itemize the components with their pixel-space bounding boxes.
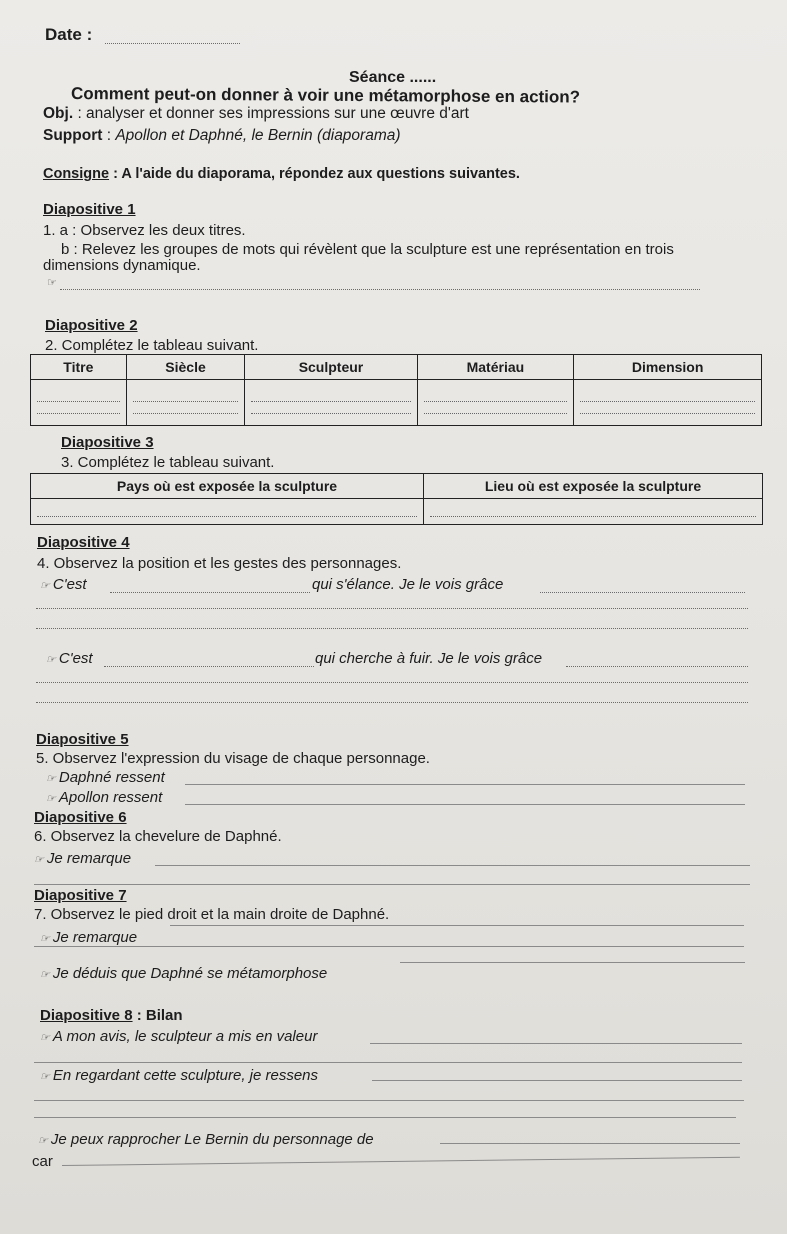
d5-daphne-text: Daphné ressent (58, 769, 165, 786)
d5-apollon-answer[interactable] (185, 804, 745, 805)
d4-answer-line-1[interactable] (36, 608, 748, 609)
d5-apollon (46, 789, 162, 808)
d6-title: Diapositive 6 (34, 809, 127, 826)
d8-answer-line-2[interactable] (34, 1100, 744, 1101)
d3-cell-lieu[interactable] (424, 499, 763, 525)
d4-line2-a: C'est (58, 650, 93, 667)
d7-answer-line-1[interactable] (170, 925, 744, 926)
d2-header-sculpteur: Sculpteur (245, 355, 417, 380)
d4-line1-a: C'est (52, 576, 87, 593)
d7-title: Diapositive 7 (34, 887, 127, 904)
d7-deduis-text: Je déduis que Daphné se métamorphose (52, 965, 328, 982)
support-label: Support (43, 127, 103, 144)
d4-title: Diapositive 4 (37, 534, 130, 551)
pointing-hand-icon: ☞ (40, 580, 50, 592)
d2-cell-siecle[interactable] (126, 380, 245, 426)
pointing-hand-icon: ☞ (46, 793, 56, 805)
d2-cell-sculpteur[interactable] (245, 380, 417, 426)
pointing-hand-icon: ☞ (46, 773, 56, 785)
d8-car-answer[interactable] (62, 1157, 740, 1166)
consigne-label: Consigne (43, 166, 110, 182)
d8-answer-line-1[interactable] (34, 1062, 742, 1063)
d6-remarque (34, 850, 131, 869)
d3-header-pays: Pays où est exposée la sculpture (31, 474, 424, 499)
d8-regard-answer[interactable] (372, 1080, 742, 1081)
d3-cell-pays[interactable] (31, 499, 424, 525)
d7-answer-line-2[interactable] (34, 946, 744, 947)
pointing-hand-icon: ☞ (46, 654, 56, 666)
pointing-hand-icon: ☞ (40, 969, 50, 981)
d4-answer-line-3[interactable] (36, 682, 748, 683)
d7-question: 7. Observez le pied droit et la main droite de Daphné. (34, 906, 390, 923)
d2-header-dimension: Dimension (574, 355, 762, 380)
d8-title (40, 1007, 183, 1025)
d5-daphne (46, 769, 165, 788)
objective-label: Obj. (43, 105, 74, 122)
support (43, 127, 401, 145)
support-text: Apollon et Daphné, le Bernin (diaporama) (115, 127, 401, 144)
d5-apollon-text: Apollon ressent (58, 789, 163, 806)
d4-line1-b: qui s'élance. Je le vois grâce (312, 576, 504, 593)
d4-line1 (40, 576, 87, 595)
page-title: Comment peut-on donner à voir une métamorphose en action? (70, 84, 581, 107)
d2-cell-materiau[interactable] (417, 380, 574, 426)
support-sep: : (102, 127, 116, 144)
d8-avis-answer[interactable] (370, 1043, 742, 1044)
pointing-hand-icon: ☞ (40, 1032, 50, 1044)
d6-remarque-text: Je remarque (46, 850, 132, 867)
objective-text: : analyser et donner ses impressions sur une œuvre d'art (73, 105, 469, 122)
d1-question-a: 1. a : Observez les deux titres. (43, 222, 246, 239)
d3-question: 3. Complétez le tableau suivant. (61, 454, 275, 471)
pointing-hand-icon: ☞ (47, 277, 57, 289)
d8-rapprocher-answer[interactable] (440, 1143, 740, 1144)
d7-deduis-answer[interactable] (400, 962, 745, 963)
d2-question: 2. Complétez le tableau suivant. (45, 337, 259, 354)
d1-question-b-cont: dimensions dynamique. (43, 257, 201, 274)
consigne (43, 165, 520, 183)
d7-remarque-text: Je remarque (52, 929, 138, 946)
d2-header-siecle: Siècle (126, 355, 245, 380)
d8-rapprocher (38, 1131, 374, 1150)
d2-cell-titre[interactable] (31, 380, 127, 426)
d3-header-lieu: Lieu où est exposée la sculpture (424, 474, 763, 499)
d2-title: Diapositive 2 (45, 317, 138, 334)
d1-answer-line[interactable] (60, 289, 700, 290)
d8-avis-text: A mon avis, le sculpteur a mis en valeur (52, 1028, 318, 1045)
d5-question: 5. Observez l'expression du visage de chaque personnage. (36, 750, 430, 767)
d1-title: Diapositive 1 (43, 201, 136, 218)
pointing-hand-icon: ☞ (40, 933, 50, 945)
d6-answer-line-1[interactable] (155, 865, 750, 866)
d8-title-rest: : Bilan (132, 1007, 183, 1024)
d3-title: Diapositive 3 (61, 434, 154, 451)
d8-car: car (32, 1153, 53, 1170)
d7-deduis (40, 965, 327, 984)
d2-header-titre: Titre (31, 355, 127, 380)
d4-line1-blank-2[interactable] (540, 592, 745, 593)
d5-title: Diapositive 5 (36, 731, 129, 748)
d8-answer-line-3[interactable] (34, 1117, 736, 1118)
d4-line2 (46, 650, 93, 669)
d8-avis (40, 1028, 317, 1047)
d4-answer-line-2[interactable] (36, 628, 748, 629)
d2-header-materiau: Matériau (417, 355, 574, 380)
d8-title-label: Diapositive 8 (40, 1007, 133, 1024)
d4-question: 4. Observez la position et les gestes des personnages. (37, 555, 402, 572)
d8-regard (40, 1067, 318, 1086)
d6-question: 6. Observez la chevelure de Daphné. (34, 828, 282, 845)
d1-question-b: b : Relevez les groupes de mots qui révèlent que la sculpture est une représentation en trois (61, 241, 674, 258)
d2-table (30, 354, 762, 426)
d4-answer-line-4[interactable] (36, 702, 748, 703)
consigne-text: : A l'aide du diaporama, répondez aux questions suivantes. (109, 166, 520, 182)
d5-daphne-answer[interactable] (185, 784, 745, 785)
objective (43, 105, 469, 123)
d4-line2-b: qui cherche à fuir. Je le vois grâce (315, 650, 543, 667)
d8-regard-text: En regardant cette sculpture, je ressens (52, 1067, 319, 1084)
d3-table (30, 473, 763, 525)
pointing-hand-icon: ☞ (40, 1071, 50, 1083)
d4-line1-blank-1[interactable] (110, 592, 310, 593)
pointing-hand-icon: ☞ (34, 854, 44, 866)
d2-cell-dimension[interactable] (574, 380, 762, 426)
pointing-hand-icon: ☞ (38, 1135, 48, 1147)
d8-rapprocher-text: Je peux rapprocher Le Bernin du personnage de (50, 1131, 374, 1148)
d4-line2-blank-2[interactable] (566, 666, 748, 667)
date-answer-line[interactable] (105, 43, 240, 44)
date-label: Date : (45, 25, 93, 44)
d6-answer-line-2[interactable] (34, 884, 750, 885)
seance-label: Séance ...... (349, 69, 437, 86)
d4-line2-blank-1[interactable] (104, 666, 314, 667)
